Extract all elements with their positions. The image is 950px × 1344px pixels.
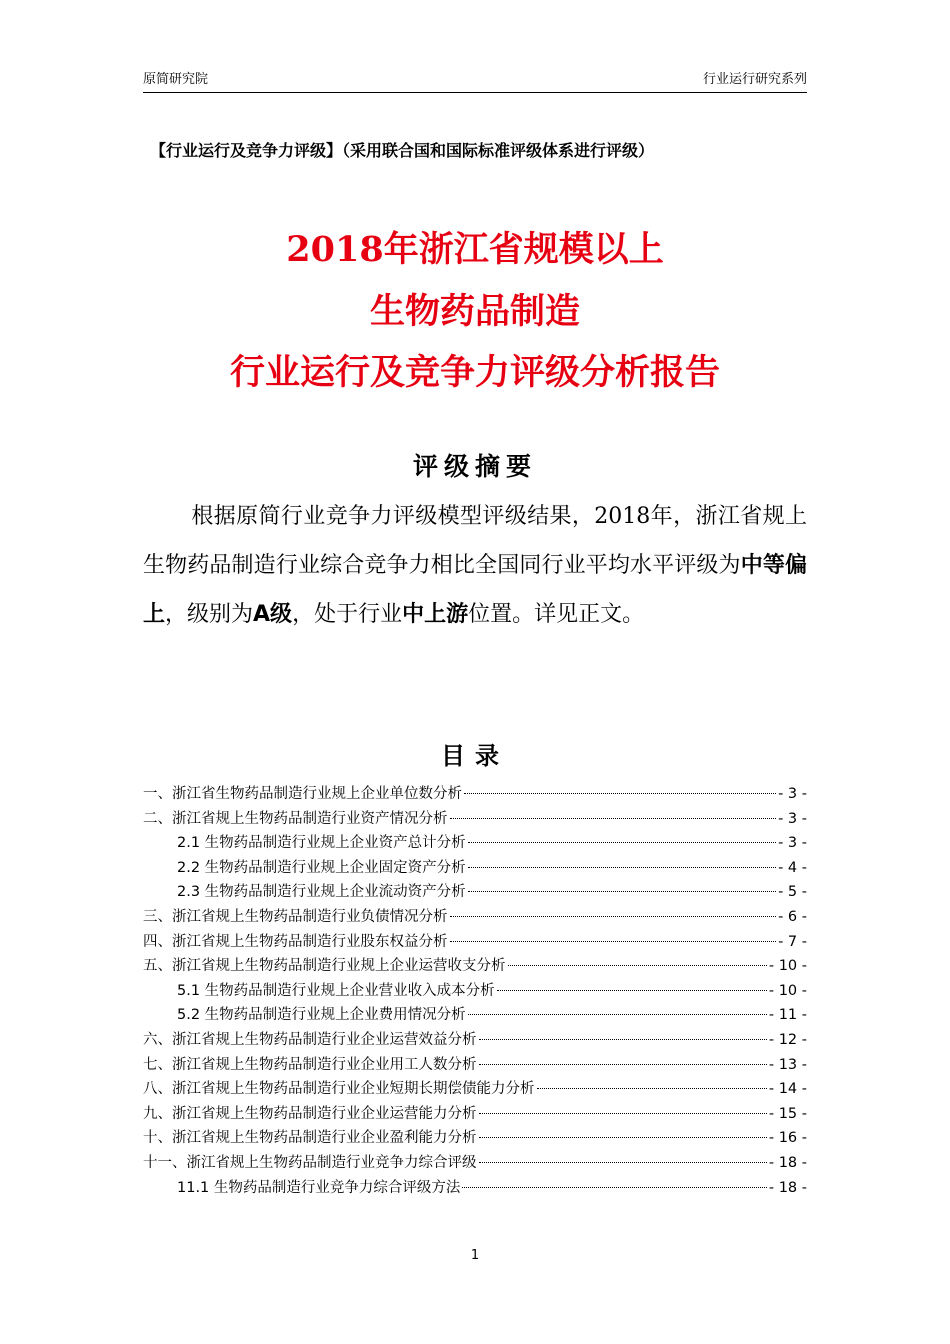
toc-entry[interactable] bbox=[143, 979, 807, 1004]
toc-dot-leader bbox=[450, 941, 777, 942]
header-series-name: 行业运行研究系列 bbox=[702, 72, 807, 87]
page-number: 1 bbox=[470, 1248, 480, 1263]
page-header bbox=[143, 66, 807, 93]
table-of-contents bbox=[143, 782, 807, 1200]
toc-entry[interactable] bbox=[143, 831, 807, 856]
toc-entry-page: - 3 - bbox=[778, 835, 807, 852]
summary-rating-position: 中上游 bbox=[402, 602, 469, 627]
toc-entry-label: 5.1 生物药品制造行业规上企业营业收入成本分析 bbox=[177, 982, 495, 999]
toc-entry-page: - 10 - bbox=[768, 958, 807, 975]
toc-entry-label: 十一、浙江省规上生物药品制造行业竞争力综合评级 bbox=[143, 1154, 477, 1171]
toc-dot-leader bbox=[479, 1039, 767, 1040]
toc-entry-page: - 12 - bbox=[768, 1031, 807, 1048]
toc-entry-label: 二、浙江省规上生物药品制造行业资产情况分析 bbox=[143, 810, 448, 827]
summary-text-4: 位置。详见正文。 bbox=[468, 602, 645, 627]
summary-paragraph bbox=[143, 492, 807, 639]
toc-dot-leader bbox=[479, 1162, 767, 1163]
summary-text-1: 根据原简行业竞争力评级模型评级结果，2018年，浙江省规上生物药品制造行业综合竞争力相比全国同行业平均水平评级为 bbox=[143, 504, 807, 578]
toc-dot-leader bbox=[464, 793, 776, 794]
toc-entry[interactable] bbox=[143, 1151, 807, 1176]
toc-entry-page: - 10 - bbox=[768, 982, 807, 999]
toc-entry-label: 四、浙江省规上生物药品制造行业股东权益分析 bbox=[143, 933, 448, 950]
toc-entry-label: 十、浙江省规上生物药品制造行业企业盈利能力分析 bbox=[143, 1130, 477, 1147]
toc-entry-page: - 7 - bbox=[778, 933, 807, 950]
toc-entry[interactable] bbox=[143, 880, 807, 905]
rating-subtitle: 【行业运行及竞争力评级】（采用联合国和国际标准评级体系进行评级） bbox=[150, 141, 655, 160]
toc-dot-leader bbox=[537, 1088, 767, 1089]
toc-entry-label: 2.1 生物药品制造行业规上企业资产总计分析 bbox=[177, 835, 466, 852]
toc-entry[interactable] bbox=[143, 1003, 807, 1028]
toc-entry-page: - 18 - bbox=[768, 1154, 807, 1171]
report-title-line-3: 行业运行及竞争力评级分析报告 bbox=[229, 352, 720, 393]
toc-dot-leader bbox=[479, 1137, 767, 1138]
toc-entry-page: - 14 - bbox=[768, 1081, 807, 1098]
summary-heading: 评级摘要 bbox=[412, 452, 537, 481]
toc-entry-page: - 4 - bbox=[778, 859, 807, 876]
toc-entry[interactable] bbox=[143, 1028, 807, 1053]
toc-dot-leader bbox=[450, 818, 777, 819]
report-title-line-2: 生物药品制造 bbox=[369, 291, 580, 332]
toc-entry-page: - 3 - bbox=[778, 786, 807, 802]
toc-entry-label: 11.1 生物药品制造行业竞争力综合评级方法 bbox=[177, 1179, 461, 1196]
toc-entry[interactable] bbox=[143, 1077, 807, 1102]
report-title-line-1: 2018年浙江省规模以上 bbox=[286, 229, 664, 270]
toc-entry-label: 五、浙江省规上生物药品制造行业规上企业运营收支分析 bbox=[143, 958, 506, 975]
toc-entry-label: 一、浙江省生物药品制造行业规上企业单位数分析 bbox=[143, 786, 462, 802]
toc-entry-page: - 13 - bbox=[768, 1056, 807, 1073]
toc-entry[interactable] bbox=[143, 930, 807, 955]
toc-entry-label: 六、浙江省规上生物药品制造行业企业运营效益分析 bbox=[143, 1031, 477, 1048]
toc-entry[interactable] bbox=[143, 782, 807, 807]
toc-heading: 目录 bbox=[441, 742, 509, 770]
toc-entry[interactable] bbox=[143, 954, 807, 979]
toc-dot-leader bbox=[479, 1064, 767, 1065]
toc-entry-label: 三、浙江省规上生物药品制造行业负债情况分析 bbox=[143, 908, 448, 925]
toc-entry-label: 2.2 生物药品制造行业规上企业固定资产分析 bbox=[177, 859, 466, 876]
toc-dot-leader bbox=[468, 842, 776, 843]
summary-text-2: ，级别为 bbox=[165, 602, 254, 627]
toc-entry[interactable] bbox=[143, 807, 807, 832]
toc-entry-page: - 16 - bbox=[768, 1130, 807, 1147]
toc-dot-leader bbox=[468, 891, 776, 892]
toc-entry[interactable] bbox=[143, 1053, 807, 1078]
toc-entry-page: - 6 - bbox=[778, 908, 807, 925]
toc-dot-leader bbox=[497, 990, 767, 991]
toc-dot-leader bbox=[508, 965, 767, 966]
toc-entry-label: 5.2 生物药品制造行业规上企业费用情况分析 bbox=[177, 1007, 466, 1024]
toc-entry[interactable] bbox=[143, 1102, 807, 1127]
toc-entry-page: - 15 - bbox=[768, 1105, 807, 1122]
summary-rating-level: 中等偏上 bbox=[143, 553, 807, 627]
summary-rating-grade: A级 bbox=[253, 602, 293, 627]
toc-entry[interactable] bbox=[143, 856, 807, 881]
toc-dot-leader bbox=[462, 1187, 766, 1188]
toc-dot-leader bbox=[479, 1113, 767, 1114]
toc-entry-label: 2.3 生物药品制造行业规上企业流动资产分析 bbox=[177, 884, 466, 901]
summary-text-3: ，处于行业 bbox=[292, 602, 403, 627]
toc-entry-label: 七、浙江省规上生物药品制造行业企业用工人数分析 bbox=[143, 1056, 477, 1073]
toc-entry-label: 九、浙江省规上生物药品制造行业企业运营能力分析 bbox=[143, 1105, 477, 1122]
toc-entry-page: - 3 - bbox=[778, 810, 807, 827]
toc-entry-page: - 18 - bbox=[768, 1179, 807, 1196]
toc-entry[interactable] bbox=[143, 905, 807, 930]
toc-dot-leader bbox=[468, 867, 776, 868]
header-org-name: 原简研究院 bbox=[143, 72, 209, 87]
toc-dot-leader bbox=[468, 1014, 767, 1015]
toc-entry[interactable] bbox=[143, 1126, 807, 1151]
toc-entry[interactable] bbox=[143, 1176, 807, 1201]
toc-dot-leader bbox=[450, 916, 777, 917]
toc-entry-page: - 5 - bbox=[778, 884, 807, 901]
toc-entry-label: 八、浙江省规上生物药品制造行业企业短期长期偿债能力分析 bbox=[143, 1081, 535, 1098]
toc-entry-page: - 11 - bbox=[768, 1007, 807, 1024]
